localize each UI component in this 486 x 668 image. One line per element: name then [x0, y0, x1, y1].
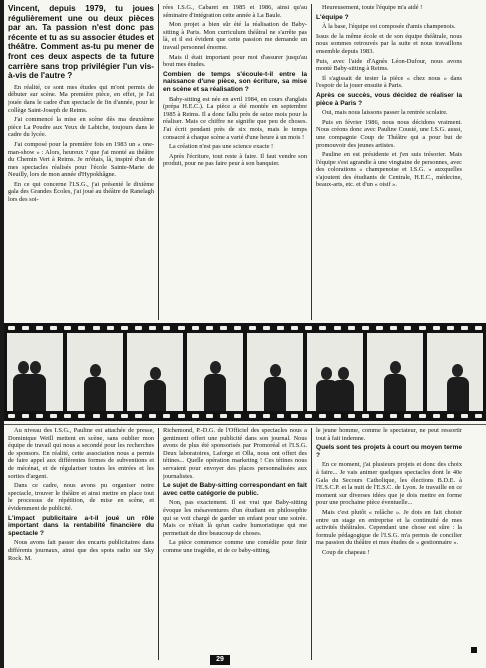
film-frame — [67, 333, 123, 411]
person-body — [332, 380, 354, 411]
interview-question: Après ce succès, vous décidez de réaliser la pièce à Paris ? — [316, 91, 462, 107]
body-paragraph: Mais il était important pour moi d'assurer jusqu'au bout mes études. — [163, 53, 307, 69]
film-perforation — [475, 414, 482, 418]
top-column-2 — [163, 4, 307, 322]
body-paragraph: Issus de la même école et de son équipe théâtrale, nous nous sommes retrouvés par la suite et nous travaillons ensemble depuis 1983. — [316, 32, 462, 55]
body-paragraph: Richemond, P.-D.G. de l'Officiel des spectacles nous a gentiment offert une publicité dans son journal. Nous avons de plus été sponsorisés par Promoréal et l'I.S.G. Deux laboratoires, Laforge et Olla, nous ont offert des tétines... Quelle opération marketing ! Ces tétines nous servaient pour envoyer des places personnalisées aux journalistes. — [163, 427, 307, 480]
film-perforation — [8, 414, 15, 418]
page-number: 29 — [210, 655, 230, 665]
film-perforation — [220, 414, 227, 418]
film-perforation — [36, 414, 43, 418]
film-perforation — [8, 326, 15, 330]
body-paragraph: rées I.S.G., Cabaret en 1985 et 1986, ainsi qu'au séminaire d'intégration cette année à La Baule. — [163, 4, 307, 19]
body-paragraph: Baby-sitting est née en avril 1984, en cours d'anglais (prépa H.E.C.). La pièce a été montée en septembre 1985 à Reims. Il a donc fallu près de seize mois pour la réaliser. Mais ce chiffre ne signifie que peu de choses. J'ai écrit pendant près de six mois, mais le temps consacré à chaque scène a varié d'une heure à un mois ! — [163, 95, 307, 141]
person-head — [452, 364, 463, 377]
film-perforation — [135, 414, 142, 418]
person-head — [390, 361, 401, 374]
body-paragraph: Il s'agissait de tester la pièce « chez nous » dans l'espoir de la jouer ensuite à Paris. — [316, 74, 462, 90]
body-paragraph: le jeune homme, comme le spectateur, ne peut ressortir tout à fait indemne. — [316, 427, 462, 442]
film-perforation — [178, 414, 185, 418]
person-head — [18, 361, 29, 374]
film-perforation — [107, 414, 114, 418]
film-perforation — [348, 326, 355, 330]
person-body — [24, 374, 46, 411]
interview-question: Combien de temps s'écoule-t-il entre la naissance d'une pièce, son écriture, sa mise en scène et sa réalisation ? — [163, 70, 307, 93]
film-perforation — [93, 414, 100, 418]
film-perforation — [22, 326, 29, 330]
film-frame — [307, 333, 363, 411]
film-perforation — [277, 414, 284, 418]
film-perforation — [475, 326, 482, 330]
film-perforation — [50, 414, 57, 418]
film-frame — [187, 333, 243, 411]
film-perforation — [419, 326, 426, 330]
film-perforation — [107, 326, 114, 330]
film-perforation — [376, 414, 383, 418]
interview-question: L'impact publicitaire a-t-il joué un rôle important dans la rentabilité financière du spectacle ? — [8, 514, 154, 537]
film-strip-photo — [4, 323, 486, 421]
film-perforation — [50, 326, 57, 330]
film-frame — [247, 333, 303, 411]
top-column-1 — [8, 4, 154, 322]
body-paragraph: La création n'est pas une science exacte ! — [169, 143, 274, 151]
person-head — [270, 364, 281, 377]
intro-question: Vincent, depuis 1979, tu joues régulièrement une ou deux pièces par an. Ta passion n'est donc pas récente et tu as su associer études et théâtre. Comment as-tu pu mener de front ces deux aspects de ta future carrière sans trop privilégier l'un vis-à-vis de l'autre ? — [8, 4, 154, 81]
film-perforation — [419, 414, 426, 418]
bottom-column-2 — [163, 427, 307, 655]
film-perforation — [433, 414, 440, 418]
film-perforation — [433, 326, 440, 330]
film-perforation — [319, 326, 326, 330]
body-paragraph: J'ai commencé la mise en scène dès ma deuxième pièce La Poudre aux Yeux de Labiche, toujours dans le cadre du lycée. — [8, 116, 154, 139]
film-perforation — [305, 414, 312, 418]
film-perforation — [263, 414, 270, 418]
body-paragraph: Puis, avec l'aide d'Agnès Léon-Dufour, nous avons monté Baby-sitting à Reims. — [316, 57, 462, 73]
film-perforation — [178, 326, 185, 330]
film-perforation — [277, 326, 284, 330]
person-body — [384, 374, 406, 411]
body-paragraph: Pauline en est présidente et j'en suis trésorier. Mais l'équipe s'est agrandie à une vingtaine de personnes, avec des colorations « champenoise et I.S.G. » auxquelles s'ajoutent des étudiants de Centrale, H.E.C., médecine, beaux-arts, etc. et d'un « oisif ». — [316, 151, 462, 189]
film-perforation — [78, 414, 85, 418]
person-head — [338, 367, 349, 380]
person-body — [84, 377, 106, 411]
film-perforation — [149, 326, 156, 330]
body-paragraph: J'ai composé pour la première fois en 1983 un « one-man-show » : Alors, heureux ? que j'ai monté au théâtre du Chemin Vert à Reims. Je m'étais, là, inspiré d'un de mes spectacles réalisés pour l'école Sainte-Marie de Neuilly, lors de mon année d'Hypokhâgne. — [8, 140, 154, 179]
film-perforation — [376, 326, 383, 330]
body-paragraph: En ce qui concerne l'I.S.G., j'ai présenté le dixième gala des Grandes Écoles, j'ai joué au théâtre de Ranelagh lors des soi- — [8, 180, 154, 204]
film-perforation — [78, 326, 85, 330]
film-perforation — [390, 414, 397, 418]
column-divider — [311, 428, 312, 660]
end-mark — [471, 647, 477, 653]
top-column-3 — [316, 4, 462, 322]
body-paragraph: Au niveau des I.S.G., Pauline est attachée de presse, Dominique Weill mettent en scène, sans oublier mon équipe de travail qui nous a secondé pour les recherches de sponsors. En réalité, cette association nous a permis de faire appel aux différentes formes de subventions et de mécénat, et de régulariser toutes les entrées et les sorties d'argent. — [8, 427, 154, 480]
film-perforation — [64, 326, 71, 330]
interview-question: Le sujet de Baby-sitting correspondant en fait avec cette catégorie de public. — [163, 482, 307, 497]
body-paragraph: Dans ce cadre, nous avons pu organiser notre spectacle, trouver le théâtre et ainsi mettre en place tout le processus de répétition, de mise en scène, et évidemment de publicité. — [8, 482, 154, 512]
film-perforation — [149, 414, 156, 418]
body-paragraph: Après l'écriture, tout reste à faire. Il faut vendre son produit, pour ne pas faire peur à son banquier. — [163, 152, 307, 168]
film-perforation — [404, 326, 411, 330]
person-head — [321, 367, 332, 380]
body-paragraph: Puis en février 1986, nous nous décidons vraiment. Nous créons donc avec Pauline Cousté, une I.S.G. aussi, une compagnie Coup de Théâtre qui a pour but de promouvoir des jeunes artistes. — [316, 118, 462, 149]
person-head — [150, 367, 161, 380]
interview-question: Quels sont tes projets à court ou moyen terme ? — [316, 444, 462, 459]
film-perforation — [206, 414, 213, 418]
body-paragraph: Mon projet a bien sûr été la réalisation de Baby-sitting à Paris. Mon curriculum théâtral ne s'arrête pas là, et il est évident que cette passion me demande un travail personnel énorme. — [163, 21, 307, 51]
bottom-column-3 — [316, 427, 462, 663]
film-perforation — [447, 414, 454, 418]
film-perforation — [64, 414, 71, 418]
film-perforation — [461, 326, 468, 330]
body-paragraph: La pièce commence comme une comédie pour finir comme une tragédie, et de ce baby-sitting, — [163, 539, 307, 554]
interview-question: L'équipe ? — [316, 13, 349, 21]
person-head — [90, 364, 101, 377]
film-perforation — [163, 414, 170, 418]
film-frame — [127, 333, 183, 411]
film-perforation — [36, 326, 43, 330]
body-paragraph: Non, pas exactement. Il est vrai que Baby-sitting évoque les mésaventures d'un étudiant en philosophie qui se voit chargé de garder un enfant pour une soirée. Mais ce n'était là qu'un cadre humoristique qui me permettait de dire beaucoup de choses. — [163, 499, 307, 537]
bottom-column-1 — [8, 427, 154, 663]
body-paragraph: Mais c'est plutôt « relâche ». Je dois en fait choisir entre un stage en entreprise et la continuité de mes activités théâtrales. Cependant une chose est sûre : la formule pédagogique de l'I.S.G. m'a permis de concilier ma passion du théâtre et mes études de « gestionnaire ». — [316, 508, 462, 547]
film-perforation — [263, 326, 270, 330]
body-paragraph: En ce moment, j'ai plusieurs projets et donc des choix à faire... Je vais animer quelques spectacles dont le 40e Gala du Secours Catholique, les élections B.D.E. à l'E.S.C.P. et la nuit de l'E.S.C. de Lyon. Je travaille en ce moment sur diverses idées que je dois mettre en forme pour une prochaine pièce éventuelle... — [316, 461, 462, 507]
film-perforation — [121, 414, 128, 418]
person-head — [210, 361, 221, 374]
film-perforation — [234, 414, 241, 418]
film-perforation — [404, 414, 411, 418]
body-paragraph: Coup de chapeau ! — [322, 548, 370, 556]
film-perforations-top — [4, 324, 486, 332]
film-perforation — [121, 326, 128, 330]
film-perforation — [362, 414, 369, 418]
film-perforation — [234, 326, 241, 330]
film-perforation — [93, 326, 100, 330]
body-paragraph: En réalité, ce sont mes études qui m'ont permis de débuter sur scène. Ma première pièce, en effet, je l'ai jouée dans le cadre d'un spectacle de fin d'année, pour le collège Saint-Joseph de Reims. — [8, 83, 154, 114]
column-divider — [158, 428, 159, 660]
film-perforation — [461, 414, 468, 418]
film-perforation — [334, 414, 341, 418]
film-perforations-bottom — [4, 412, 486, 420]
film-perforation — [22, 414, 29, 418]
film-perforation — [291, 326, 298, 330]
person-body — [264, 377, 286, 411]
film-perforation — [249, 414, 256, 418]
film-perforation — [220, 326, 227, 330]
film-perforation — [362, 326, 369, 330]
body-paragraph: Oui, mais nous laissons passer la rentrée scolaire. — [322, 109, 448, 117]
person-body — [144, 380, 166, 411]
column-divider — [311, 4, 312, 320]
person-body — [447, 377, 469, 411]
film-perforation — [334, 326, 341, 330]
film-perforation — [447, 326, 454, 330]
film-perforation — [192, 414, 199, 418]
section-rule — [4, 424, 486, 425]
film-frame — [7, 333, 63, 411]
film-perforation — [135, 326, 142, 330]
film-perforation — [291, 414, 298, 418]
film-perforation — [305, 326, 312, 330]
film-perforation — [206, 326, 213, 330]
film-perforation — [390, 326, 397, 330]
film-perforation — [348, 414, 355, 418]
film-perforation — [319, 414, 326, 418]
film-perforation — [192, 326, 199, 330]
person-head — [30, 361, 41, 374]
film-frame — [427, 333, 483, 411]
column-divider — [158, 4, 159, 320]
person-body — [204, 374, 226, 411]
body-paragraph: Heureusement, toute l'équipe m'a aidé ! — [322, 4, 423, 11]
film-perforation — [249, 326, 256, 330]
film-perforation — [163, 326, 170, 330]
body-paragraph: À la base, l'équipe est composée d'amis champenois. — [322, 23, 456, 31]
body-paragraph: Nous avons fait passer des encarts publicitaires dans différents journaux, ainsi que des spots radio sur Sky Rock. M. — [8, 539, 154, 562]
film-frame — [367, 333, 423, 411]
